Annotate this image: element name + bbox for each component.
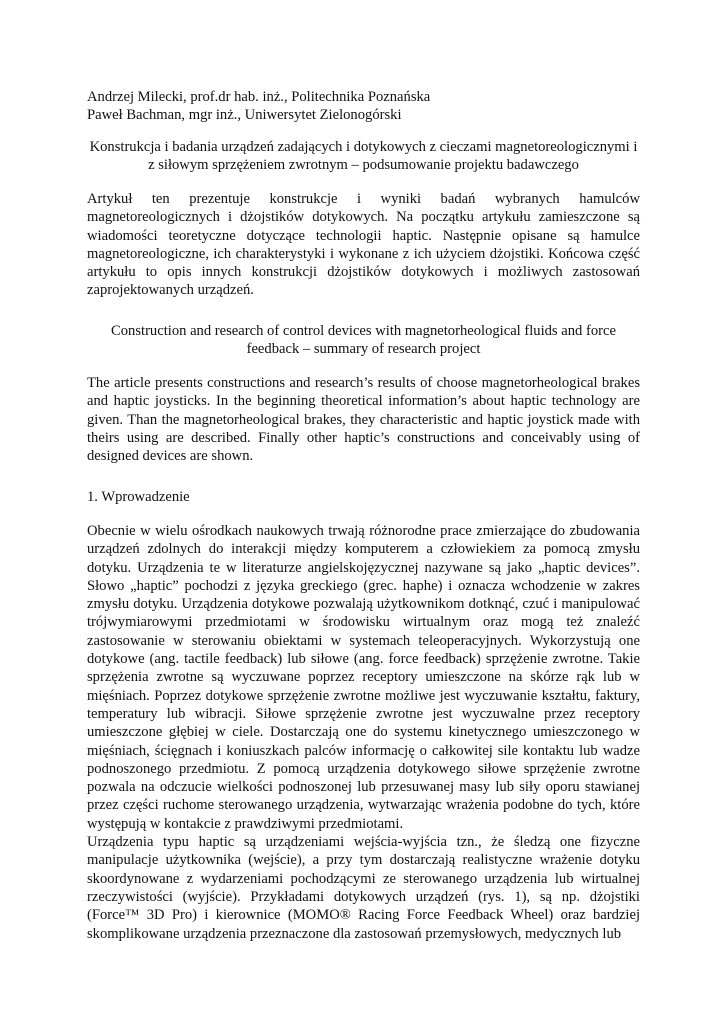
author-list — [87, 88, 647, 125]
section-heading: 1. Wprowadzenie — [87, 489, 190, 505]
abstract-english: The article presents constructions and research’s results of choose magnetorheological brakes and haptic joysticks. In the beginning theoretical information’s about haptic technology are given. Than the magnetorheological brakes, they characteristic and haptic joystick made with theirs using are described. Finally other haptic’s constructions and conceivably using of designed devices are shown. — [87, 375, 640, 465]
title-english: Construction and research of control devices with magnetorheological fluids and force feedback – summary of research project — [111, 323, 616, 358]
paragraph: Obecnie w wielu ośrodkach naukowych trwają różnorodne prace zmierzające do zbudowania urządzeń zdolnych do interakcji między komputerem a człowiekiem za pomocą zmysłu dotyku. Urządzenia te w literaturze angielskojęzycznej nazywane są jako „haptic devices”. Słowo „haptic” pochodzi z języka greckiego (grec. haphe) i oznacza wchodzenie w zakres zmysłu dotyku. Urządzenia dotykowe pozwalają użytkownikom dotknąć, czuć i manipulować trójwymiarowymi przedmiotami w środowisku wirtualnym oraz mogą też znaleźć zastosowanie w sterowaniu obiektami w systemach teleoperacyjnych. Wykorzystują one dotykowe (ang. tactile feedback) lub siłowe (ang. force feedback) sprzężenie zwrotne. Takie sprzężenia zwrotne są wyczuwane poprzez receptory umieszczone na skórze rąk lub w mięśniach. Poprzez dotykowe sprzężenie zwrotne możliwe jest wyczuwanie kształtu, faktury, temperatury lub wibracji. Siłowe sprzężenie zwrotne jest wyczuwalne przez receptory umieszczone głębiej w ciele. Dostarczają one do systemu kinetycznego umieszczonego w mięśniach, ścięgnach i koniuszkach palców informację o całkowitej sile kontaktu lub wadze podnoszonego przedmiotu. Z pomocą urządzenia dotykowego siłowe sprzężenie zwrotne pozwala na odczucie wielkości podnoszonej lub przesuwanej masy lub siły oporu stawianej przez części ruchome sterowanego urządzenia, wytwarzając wrażenia podobne do tych, które występują w kontakcie z prawdziwymi przedmiotami. — [87, 523, 640, 832]
author-line: Andrzej Milecki, prof.dr hab. inż., Politechnika Poznańska — [87, 89, 431, 105]
paragraph: Urządzenia typu haptic są urządzeniami wejścia-wyjścia tzn., że śledzą one fizyczne manipulacje użytkownika (wejście), a przy tym dostarczają realistyczne wrażenie dotyku skoordynowane z wydarzeniami pochodzącymi ze sterowanego urządzenia lub wirtualnej rzeczywistości (wyjście). Przykładami dotykowych urządzeń (rys. 1), są np. dżojstiki (Force™ 3D Pro) i kierownice (MOMO® Racing Force Feedback Wheel) oraz bardziej skomplikowane urządzenia przeznaczone dla zastosowań przemysłowych, medycznych lub — [87, 834, 640, 942]
title-polish: Konstrukcja i badania urządzeń zadających i dotykowych z cieczami magnetoreologicznymi i z siłowym sprzężeniem zwrotnym – podsumowanie projektu badawczego — [89, 139, 638, 174]
author-line: Paweł Bachman, mgr inż., Uniwersytet Zielonogórski — [87, 107, 402, 124]
abstract-polish: Artykuł ten prezentuje konstrukcje i wyniki badań wybranych hamulców magnetoreologicznych i dżojstików dotykowych. Na początku artykułu zamieszczone są wiadomości teoretyczne dotyczące technologii haptic. Następnie opisane są hamulce magnetoreologiczne, ich charakterystyki i wykonane z ich użyciem dżojstiki. Końcowa część artykułu to opis innych konstrukcji dżojstików dotykowych i możliwych zastosowań zaprojektowanych urządzeń. — [87, 191, 640, 299]
introduction-body — [87, 522, 640, 943]
